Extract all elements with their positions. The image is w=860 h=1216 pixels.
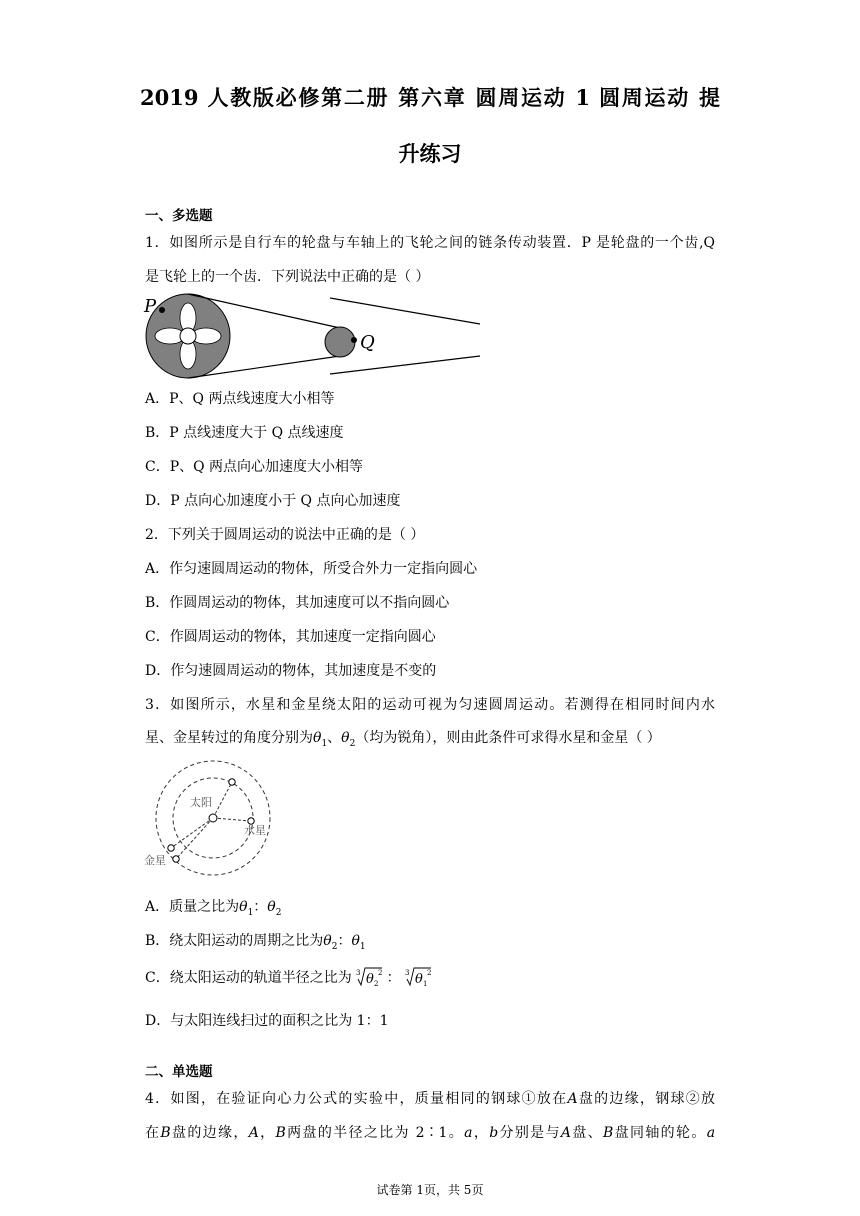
q4-text-2h: 盘同轴的轮。 [613, 1125, 707, 1141]
ratio-colon: ： [386, 970, 401, 986]
chainring-axle [180, 328, 196, 344]
venus-dot-1 [168, 845, 174, 851]
q3-option-b-text: B．绕太阳运动的周期之比为 [145, 933, 324, 949]
var-a-wheel: a [706, 1125, 716, 1141]
label-p: P [144, 296, 157, 317]
q3-option-c [145, 966, 431, 988]
q3-stem-line-1: 3．如图所示，水星和金星绕太阳的运动可视为匀速圆周运动。若测得在相同时间内水 [145, 697, 715, 713]
theta-2-sub: 2 [349, 738, 356, 749]
q3-option-a [145, 896, 281, 918]
q4-text-2b: 盘的边缘， [170, 1125, 249, 1141]
q1-option-c: C．P、Q 两点向心加速度大小相等 [145, 459, 364, 475]
venus-line-2 [176, 818, 213, 859]
chain-bottom [330, 356, 480, 374]
q2-option-a: A．作匀速圆周运动的物体，所受合外力一定指向圆心 [145, 561, 478, 577]
theta-1-sub: 1 [359, 941, 366, 952]
q4-text-2c: ， [258, 1125, 276, 1141]
label-venus: 金星 [144, 854, 166, 867]
sun-dot [209, 814, 217, 822]
title-line-2: 升练习 [398, 141, 462, 166]
mercury-line-1 [213, 782, 232, 818]
section-heading-multiple-choice: 一、多选题 [145, 208, 213, 224]
q4-text-2e: ， [472, 1125, 490, 1141]
flywheel [325, 327, 355, 357]
q2-stem: 2．下列关于圆周运动的说法中正确的是（ ） [145, 527, 425, 543]
theta-1: θ [415, 972, 423, 987]
bicycle-chain-figure [142, 294, 382, 374]
theta-2: θ [366, 972, 374, 987]
point-p-dot [159, 307, 165, 313]
q3-stem-line-2 [145, 727, 661, 749]
var-b-disc: B [603, 1125, 614, 1141]
var-a-disc: A [567, 1091, 578, 1107]
theta-1-sub: 1 [423, 980, 428, 988]
point-q-dot [351, 337, 357, 343]
svg-text:3: 3 [356, 969, 361, 977]
label-q: Q [360, 332, 375, 353]
q1-stem-line-2: 是飞轮上的一个齿．下列说法中正确的是（ ） [145, 269, 430, 285]
q3-stem-text-b: （均为锐角），则由此条件可求得水星和金星（ ） [355, 730, 661, 746]
ratio-colon: ： [337, 933, 352, 949]
venus-dot-2 [173, 856, 179, 862]
q1-option-d: D．P 点向心加速度小于 Q 点向心加速度 [145, 493, 401, 509]
q1-stem-line-1: 1．如图所示是自行车的轮盘与车轴上的飞轮之间的链条传动装置．P 是轮盘的一个齿,Q [145, 235, 715, 251]
q2-option-b: B．作圆周运动的物体，其加速度可以不指向圆心 [145, 595, 450, 611]
planet-orbit-figure [140, 758, 280, 870]
theta-2: θ [267, 899, 276, 915]
q1-option-a: A．P、Q 两点线速度大小相等 [145, 391, 335, 407]
page-title [140, 70, 720, 182]
section-heading-single-choice: 二、单选题 [145, 1064, 213, 1080]
theta-2-sub: 2 [275, 907, 282, 918]
label-sun: 太阳 [190, 796, 212, 809]
q3-option-c-text: C．绕太阳运动的轨道半径之比为 [145, 970, 352, 986]
theta-1-sub: 1 [247, 907, 254, 918]
theta-1: θ [313, 730, 322, 746]
page-footer: 试卷第 1页，共 5页 [376, 1183, 484, 1197]
cube-root-theta1-sq [405, 966, 431, 988]
theta-1: θ [239, 899, 248, 915]
theta-1: θ [351, 933, 360, 949]
q4-text-2g: 盘、 [570, 1125, 604, 1141]
q3-option-a-text: A．质量之比为 [145, 899, 240, 915]
var-a-wheel: a [464, 1125, 473, 1141]
q3-stem-text-a: 星、金星转过的角度分别为 [145, 730, 313, 746]
venus-line-1 [171, 818, 213, 848]
ratio-colon: ： [253, 899, 268, 915]
q4-text-2f: 分别是与 [498, 1125, 561, 1141]
theta-2-sub: 2 [331, 941, 338, 952]
q2-option-d: D．作匀速圆周运动的物体，其加速度是不变的 [145, 663, 437, 679]
q4-stem-line-2 [145, 1122, 715, 1142]
q2-option-c: C．作圆周运动的物体，其加速度一定指向圆心 [145, 629, 436, 645]
var-b-disc: B [275, 1125, 286, 1141]
theta-2-sub: 2 [374, 980, 379, 988]
theta-1-sub: 1 [321, 738, 328, 749]
var-b-disc: B [160, 1125, 171, 1141]
q1-option-b: B．P 点线速度大于 Q 点线速度 [145, 425, 344, 441]
q3-sep: 、 [327, 730, 342, 746]
title-line-1: 2019 人教版必修第二册 第六章 圆周运动 1 圆周运动 提 [140, 85, 720, 110]
var-a-disc: A [248, 1125, 259, 1141]
q4-text-2a: 在 [145, 1125, 161, 1141]
q4-stem-line-1 [145, 1088, 715, 1108]
q3-option-d: D．与太阳连线扫过的面积之比为 1：1 [145, 1013, 389, 1029]
label-mercury: 水星 [244, 824, 266, 837]
q4-text-2d: 两盘的半径之比为 2∶1。 [285, 1125, 465, 1141]
theta-2: θ [341, 730, 350, 746]
mercury-line-2 [213, 818, 251, 821]
chain-top [330, 298, 480, 324]
theta-2: θ [323, 933, 332, 949]
var-a-disc: A [560, 1125, 571, 1141]
q4-text-1a: 4．如图，在验证向心力公式的实验中，质量相同的钢球①放在 [145, 1091, 568, 1107]
svg-text:2: 2 [427, 969, 432, 977]
var-b-wheel: b [489, 1125, 499, 1141]
cube-root-theta2-sq [356, 966, 382, 988]
q3-option-b [145, 930, 366, 952]
svg-text:2: 2 [378, 969, 383, 977]
mercury-dot-1 [229, 779, 235, 785]
svg-text:3: 3 [405, 969, 410, 977]
q4-text-1b: 盘的边缘，钢球②放 [577, 1091, 716, 1107]
